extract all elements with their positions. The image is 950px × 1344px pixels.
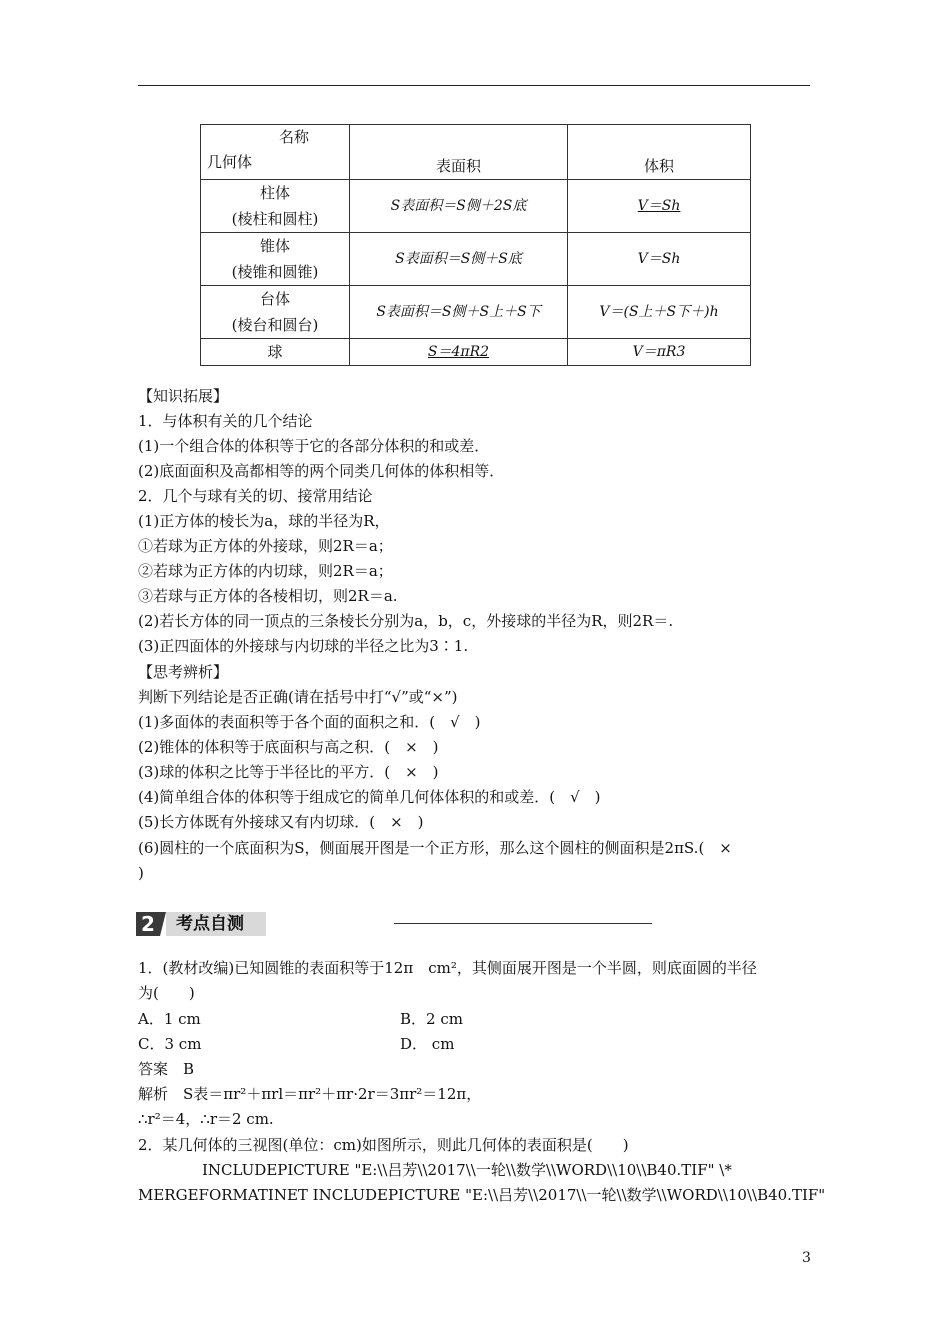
header-surface: 表面积 <box>350 125 568 180</box>
row-surface: S＝4πR2 <box>350 339 568 366</box>
table-row <box>201 233 751 286</box>
question-stem: 为( ) <box>138 984 195 1002</box>
row-volume: V＝Sh <box>568 180 751 233</box>
table-row <box>201 339 751 366</box>
paragraph: (2)底面面积及高都相等的两个同类几何体的体积相等． <box>138 462 505 480</box>
paragraph: ①若球为正方体的外接球，则2R＝a； <box>138 537 393 555</box>
option-b: B．2 cm <box>400 1010 463 1028</box>
field-code: MERGEFORMATINET INCLUDEPICTURE "E:\\吕芳\\2017\\一轮\\数学\\WORD\\10\\B40.TIF" <box>138 1186 826 1204</box>
table-row <box>201 180 751 233</box>
section-banner <box>136 912 516 936</box>
judgement-item: (5)长方体既有外接球又有内切球．( × ) <box>138 813 424 831</box>
options-row <box>138 1007 463 1031</box>
row-sub: (棱柱和圆柱) <box>231 210 319 228</box>
field-code: INCLUDEPICTURE "E:\\吕芳\\2017\\一轮\\数学\\WORD\\10\\B40.TIF" \* <box>202 1161 732 1179</box>
judgement-item: (2)锥体的体积等于底面积与高之积．( × ) <box>138 738 439 756</box>
answer: 答案 B <box>138 1060 195 1078</box>
section-rule <box>394 923 652 924</box>
paragraph: ③若球与正方体的各棱相切，则2R＝a. <box>138 587 398 605</box>
geometry-formula-table <box>200 124 751 366</box>
row-volume: V＝Sh <box>568 233 751 286</box>
thinking-heading: 【思考辨析】 <box>138 663 229 681</box>
row-name: 台体 <box>259 290 290 308</box>
question-stem: 1．(教材改编)已知圆锥的表面积等于12π cm²，其侧面展开图是一个半圆，则底面圆的半径 <box>138 959 757 977</box>
conclusion: ∴r²＝4，∴r＝2 cm. <box>138 1110 274 1128</box>
table-row <box>201 286 751 339</box>
row-name: 锥体 <box>259 237 290 255</box>
option-c: C．3 cm <box>138 1035 202 1053</box>
row-name: 球 <box>201 339 350 366</box>
option-d: D． cm <box>400 1035 455 1053</box>
header-volume: 体积 <box>568 125 751 180</box>
row-volume: V＝πR3 <box>568 339 751 366</box>
header-name: 名称 <box>279 128 310 146</box>
paragraph: 1．与体积有关的几个结论 <box>138 412 313 430</box>
header-solid: 几何体 <box>207 153 253 171</box>
paragraph: 判断下列结论是否正确(请在括号中打“√”或“×”) <box>138 688 458 706</box>
paragraph: ②若球为正方体的内切球，则2R＝a； <box>138 562 393 580</box>
paragraph: (1)正方体的棱长为a，球的半径为R， <box>138 512 390 530</box>
judgement-item: (1)多面体的表面积等于各个面的面积之和．( √ ) <box>138 713 481 731</box>
question-stem: 2．某几何体的三视图(单位：cm)如图所示，则此几何体的表面积是( ) <box>138 1136 629 1154</box>
row-surface: S表面积＝S侧＋2S底 <box>350 180 568 233</box>
table-header-row <box>201 125 751 180</box>
judgement-item-cont: ) <box>138 864 144 882</box>
row-surface: S表面积＝S侧＋S上＋S下 <box>350 286 568 339</box>
row-sub: (棱台和圆台) <box>231 316 319 334</box>
judgement-item: (3)球的体积之比等于半径比的平方．( × ) <box>138 763 439 781</box>
option-a: A．1 cm <box>138 1010 201 1028</box>
analysis: 解析 S表＝πr²＋πrl＝πr²＋πr·2r＝3πr²＝12π， <box>138 1085 482 1103</box>
options-row <box>138 1032 454 1056</box>
paragraph: 2．几个与球有关的切、接常用结论 <box>138 487 373 505</box>
knowledge-heading: 【知识拓展】 <box>138 387 229 405</box>
section-number: 2 <box>136 912 160 936</box>
judgement-item: (6)圆柱的一个底面积为S，侧面展开图是一个正方形，那么这个圆柱的侧面积是2πS.( × <box>138 839 732 857</box>
row-sub: (棱锥和圆锥) <box>231 263 319 281</box>
section-title: 考点自测 <box>166 912 266 936</box>
paragraph: (3)正四面体的外接球与内切球的半径之比为3∶1. <box>138 637 469 655</box>
header-rule <box>138 85 810 86</box>
judgement-item: (4)简单组合体的体积等于组成它的简单几何体体积的和或差．( √ ) <box>138 788 601 806</box>
paragraph: (1)一个组合体的体积等于它的各部分体积的和或差． <box>138 437 490 455</box>
page-number: 3 <box>802 1250 811 1266</box>
paragraph: (2)若长方体的同一顶点的三条棱长分别为a，b，c，外接球的半径为R，则2R＝. <box>138 612 674 630</box>
header-diagonal-cell <box>201 125 350 180</box>
row-name: 柱体 <box>259 184 290 202</box>
row-volume: V＝(S上＋S下＋)h <box>568 286 751 339</box>
row-surface: S表面积＝S侧＋S底 <box>350 233 568 286</box>
